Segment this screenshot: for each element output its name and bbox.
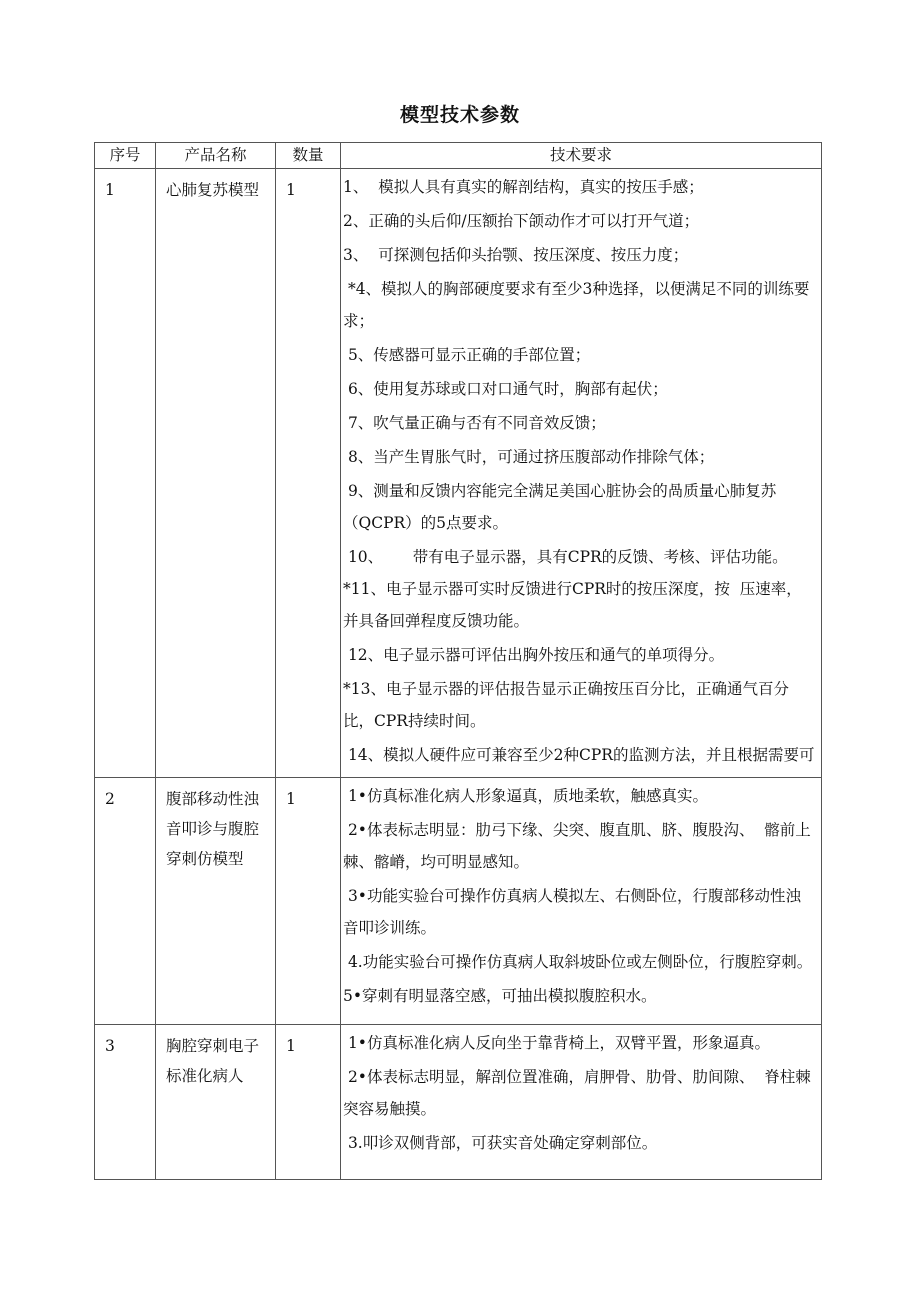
table-row [95,1025,822,1180]
requirements-list [341,169,821,777]
quantity: 1 [286,181,296,199]
requirement-item: *13、电子显示器的评估报告显示正确按压百分比，正确通气百分比，CPR持续时间。 [343,680,789,730]
requirement-item: 6、使用复苏球或口对口通气时，胸部有起伏； [343,380,668,398]
requirement-item: 8、当产生胃胀气时，可通过挤压腹部动作排除气体； [343,448,715,466]
row-number: 1 [105,181,115,199]
table-header-row [95,143,822,169]
requirement-item: 3、 可探测包括仰头抬颚、按压深度、按压力度； [343,246,689,264]
header-product-name: 产品名称 [156,143,276,169]
requirement-item: 9、测量和反馈内容能完全满足美国心脏协会的咼质量心肺复苏（QCPR）的5点要求。 [343,482,777,532]
row-number: 2 [105,790,115,808]
table-row [95,778,822,1025]
requirement-item: 10、 带有电子显示器，具有CPR的反馈、考核、评估功能。 *11、电子显示器可实时反馈进行CPR时的按压深度，按 压速率，并具备回弹程度反馈功能。 [343,548,802,630]
table-row [95,169,822,778]
requirement-item: 14、模拟人硬件应可兼容至少2种CPR的监测方法，并且根据需要可 [347,746,815,764]
requirements-list [341,778,821,1024]
requirement-item: 3•功能实验台可操作仿真病人模拟左、右侧卧位，行腹部移动性浊音叩诊训练。 [343,887,801,937]
document-title: 模型技术参数 [399,104,520,126]
product-name: 腹部移动性浊音叩诊与腹腔穿刺仿模型 [166,790,260,868]
requirement-item: 2、正确的头后仰/压额抬下颌动作才可以打开气道； [343,212,700,230]
header-requirements: 技术要求 [341,143,822,169]
requirement-item: 5•穿刺有明显落空感，可抽出模拟腹腔积水。 [343,987,657,1005]
requirement-item: 3.叩诊双侧背部，可获实音处确定穿刺部位。 [343,1134,658,1152]
requirement-item: 2•体表标志明显：肋弓下缘、尖突、腹直肌、脐、腹股沟、 髂前上棘、髂嵴，均可明显感知。 [343,821,811,871]
requirements-list [341,1025,821,1159]
requirement-item: 1、 模拟人具有真实的解剖结构，真实的按压手感； [343,178,704,196]
requirement-item: 1•仿真标准化病人反向坐于靠背椅上，双臂平置，形象逼真。 [343,1034,770,1052]
spec-table [94,142,822,1180]
requirement-item: *4、模拟人的胸部硬度要求有至少3种选择，以便满足不同的训练要求； [343,280,810,330]
header-no: 序号 [95,143,156,169]
requirement-item: 4.功能实验台可操作仿真病人取斜坡卧位或左侧卧位，行腹腔穿刺。 [343,953,813,971]
product-name: 心肺复苏模型 [166,181,260,199]
quantity: 1 [286,790,296,808]
requirement-item: 5、传感器可显示正确的手部位置； [343,346,591,364]
quantity: 1 [286,1037,296,1055]
product-name: 胸腔穿刺电子标准化病人 [166,1037,260,1085]
requirement-item: 1•仿真标准化病人形象逼真，质地柔软，触感真实。 [343,787,708,805]
requirement-item: 7、吹气量正确与否有不同音效反馈； [343,414,606,432]
row-number: 3 [105,1037,115,1055]
header-quantity: 数量 [276,143,341,169]
requirement-item: 2•体表标志明显，解剖位置准确，肩胛骨、肋骨、肋间隙、 脊柱棘突容易触摸。 [343,1068,811,1118]
requirement-item: 12、电子显示器可评估出胸外按压和通气的单项得分。 [343,646,725,664]
